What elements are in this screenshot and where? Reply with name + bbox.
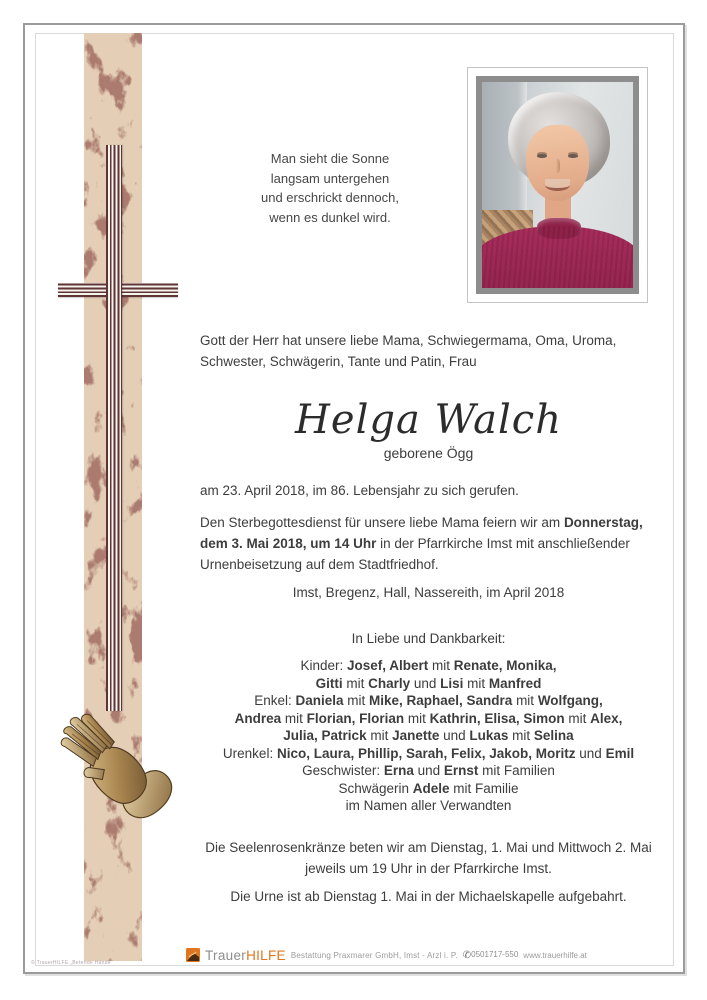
- family-line: Enkel: Daniela mit Mike, Raphael, Sandra mit Wolfgang,: [254, 693, 603, 709]
- service-line: Urnenbeisetzung auf dem Stadtfriedhof.: [200, 556, 439, 572]
- family-line: Gitti mit Charly und Lisi mit Manfred: [315, 675, 542, 691]
- footer-website[interactable]: www.trauerhilfe.at: [523, 950, 587, 960]
- trauerhilfe-logo-icon: [186, 948, 200, 962]
- service-line: dem 3. Mai 2018, um 14 Uhr in der Pfarrkirche Imst mit anschließender: [200, 535, 630, 551]
- family-line: Schwägerin Adele mit Familie: [338, 780, 519, 796]
- family-line: Julia, Patrick mit Janette und Lukas mit Selina: [283, 728, 574, 744]
- portrait-photo-inner: [476, 76, 639, 294]
- poem-line: langsam untergehen: [270, 170, 390, 186]
- service-paragraph: [200, 513, 680, 576]
- photo-sweater: [476, 226, 639, 294]
- poem: [200, 149, 460, 227]
- trauerhilfe-brand: TrauerHILFE: [205, 947, 286, 963]
- photo-eye-right: [568, 154, 578, 158]
- phone-icon: ✆: [462, 949, 472, 961]
- footer-phone: ✆0501717-550: [462, 949, 519, 961]
- photo-collar: [537, 218, 581, 239]
- cross-vertical-ribbon: [106, 145, 122, 711]
- family-list: [190, 657, 667, 815]
- photo-face: [526, 125, 589, 201]
- rosary-line: Die Seelenrosenkränze beten wir am Dienstag, 1. Mai und Mittwoch 2. Mai: [205, 840, 652, 855]
- urn-notice: Die Urne ist ab Dienstag 1. Mai in der Michaelskapelle aufgebahrt.: [230, 889, 627, 904]
- rosary-notice: [190, 838, 667, 880]
- family-line: Kinder: Josef, Albert mit Renate, Monika,: [300, 658, 557, 673]
- deceased-name: Helga Walch: [295, 397, 562, 443]
- footer-company: Bestattung Praxmarer GmbH, Imst - Arzl i. P.: [290, 950, 458, 960]
- intro-line: Gott der Herr hat unsere liebe Mama, Schwiegermama, Oma, Uroma,: [200, 333, 617, 348]
- photo-eye-left: [537, 154, 547, 158]
- places-date-line: Imst, Bregenz, Hall, Nassereith, im April 2018: [292, 585, 565, 600]
- praying-hands-icon: [46, 706, 182, 847]
- poem-line: Man sieht die Sonne: [270, 151, 390, 166]
- family-line: Urenkel: Nico, Laura, Phillip, Sarah, Felix, Jakob, Moritz und Emil: [222, 745, 635, 761]
- photo-smile: [545, 179, 570, 191]
- family-line: Geschwister: Erna und Ernst mit Familien: [302, 763, 555, 779]
- poem-line: und erschrickt dennoch,: [260, 190, 400, 205]
- poem-line: wenn es dunkel wird.: [269, 209, 391, 225]
- intro-line: Schwester, Schwägerin, Tante und Patin, Frau: [200, 353, 477, 369]
- gratitude-heading: In Liebe und Dankbarkeit:: [351, 631, 506, 646]
- portrait-photo: [467, 67, 648, 303]
- maiden-name: geborene Ögg: [383, 445, 474, 461]
- intro-paragraph: [200, 331, 670, 373]
- rosary-line: jeweils um 19 Uhr in der Pfarrkirche Imst.: [305, 860, 552, 876]
- photo-nose: [555, 159, 560, 173]
- family-line: Andrea mit Florian, Florian mit Kathrin, Elisa, Simon mit Alex,: [234, 710, 623, 726]
- death-date-line: am 23. April 2018, im 86. Lebensjahr zu sich gerufen.: [200, 483, 519, 498]
- copyright-note: © TrauerHILFE „Betende Hände“: [31, 960, 113, 966]
- footer: [186, 946, 587, 964]
- service-line: Den Sterbegottesdienst für unsere liebe Mama feiern wir am Donnerstag,: [200, 515, 643, 530]
- family-line: im Namen aller Verwandten: [345, 798, 512, 814]
